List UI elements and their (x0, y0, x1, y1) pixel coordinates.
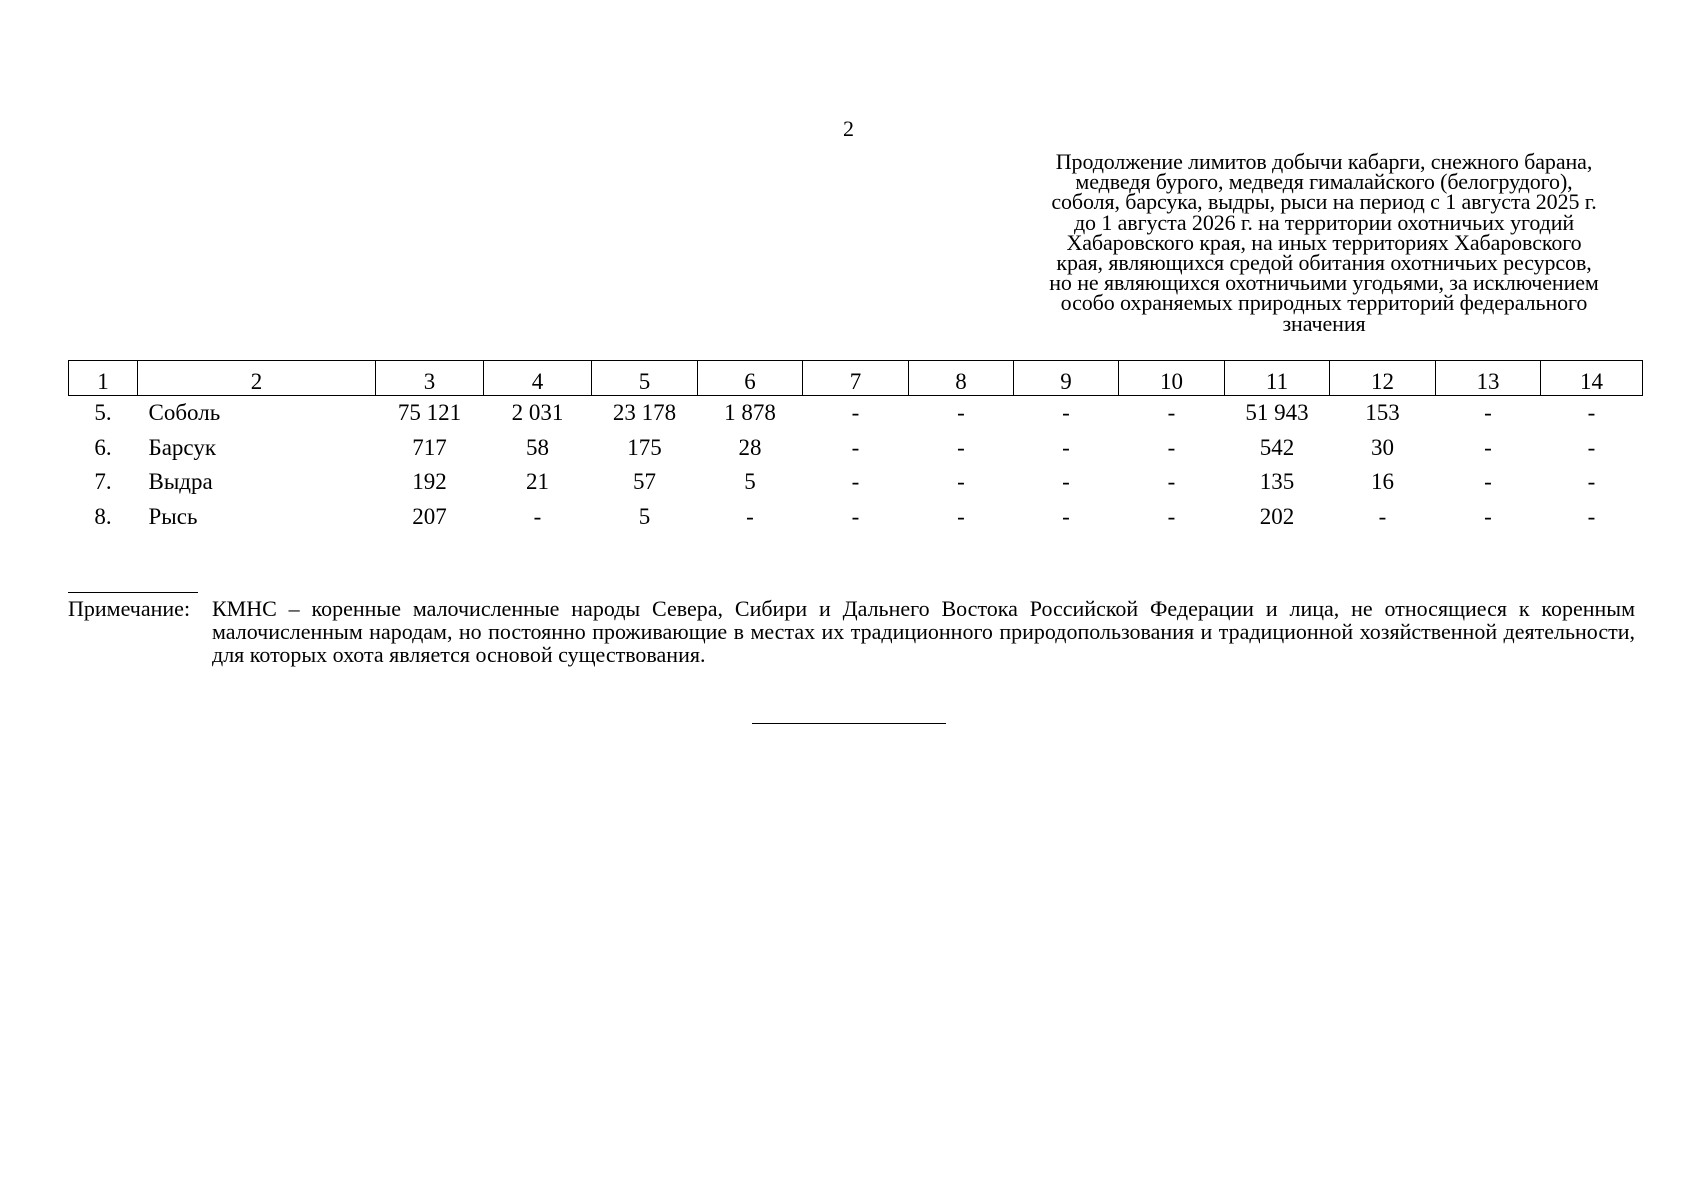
table-cell: - (851, 400, 860, 426)
table-cell: - (1587, 400, 1596, 426)
table-cell: - (1378, 504, 1387, 530)
table-cell: 135 (1259, 469, 1295, 495)
species-name: Выдра (148, 469, 213, 495)
column-header: 3 (376, 361, 484, 396)
table-cell: - (1167, 469, 1176, 495)
footnote (68, 597, 1635, 666)
table-cell: 207 (412, 504, 447, 530)
table-cell: - (1587, 504, 1596, 530)
row-number: 6. (94, 434, 112, 460)
table-cell: 58 (526, 434, 549, 460)
table-row (69, 500, 1643, 535)
heading-line: до 1 августа 2026 г. на территории охотничьих угодий (1073, 209, 1575, 235)
table-cell: 153 (1365, 400, 1400, 426)
table-cell: 175 (627, 434, 662, 460)
table-row (69, 431, 1643, 466)
species-name: Рысь (148, 504, 198, 530)
column-header: 12 (1330, 361, 1436, 396)
table-cell: - (1062, 504, 1070, 530)
table-cell: - (851, 469, 860, 495)
heading-line: но не являющихся охотничьими угодьями, за исключением (1049, 270, 1599, 296)
table-cell: 717 (412, 434, 447, 460)
column-header: 2 (138, 361, 376, 396)
table-cell: - (1167, 400, 1176, 426)
heading-line: значения (1282, 310, 1366, 336)
table-row (69, 465, 1643, 500)
table-cell: 192 (412, 469, 447, 495)
table-cell: 51 943 (1245, 400, 1309, 426)
table-row (69, 396, 1643, 431)
table-cell: - (851, 504, 860, 530)
column-header: 6 (698, 361, 803, 396)
table-cell: - (1062, 434, 1070, 460)
species-name: Соболь (148, 400, 221, 426)
heading-line: соболя, барсука, выдры, рыси на период с 1 августа 2025 г. (1051, 189, 1597, 215)
table-cell: - (1062, 469, 1070, 495)
document-heading (1013, 149, 1635, 336)
species-name: Барсук (148, 434, 216, 460)
table-cell: - (1484, 504, 1492, 530)
table-cell: 23 178 (612, 400, 677, 426)
table-cell: - (1484, 400, 1492, 426)
table-cell: - (957, 469, 965, 495)
table-cell: - (957, 504, 965, 530)
table-cell: - (746, 504, 754, 530)
column-header: 14 (1541, 361, 1643, 396)
column-header: 4 (484, 361, 592, 396)
note-text: КМНС – коренные малочисленные народы Севера, Сибири и Дальнего Востока Российской Федерации и лица, не относящиеся к коренным малочисленным народам, но постоянно проживающие в местах их традиционного природопользования и традиционной хозяйственной деятельности, для которых охота является основой существования. (212, 596, 1635, 667)
table-cell: - (957, 400, 965, 426)
column-number-row (69, 361, 1643, 396)
column-header: 1 (69, 361, 138, 396)
table-cell: 57 (633, 469, 656, 495)
heading-line: медведя бурого, медведя гималайского (белогрудого), (1075, 169, 1573, 195)
table-cell: 202 (1259, 504, 1295, 530)
table-cell: - (1484, 469, 1492, 495)
table-cell: 542 (1259, 434, 1295, 460)
table-cell: 16 (1371, 469, 1394, 495)
row-number: 8. (94, 504, 112, 530)
heading-line: особо охраняемых природных территорий федерального (1060, 290, 1588, 316)
column-header: 11 (1225, 361, 1330, 396)
table-cell: 5 (638, 504, 651, 530)
page-number: 2 (843, 116, 854, 141)
heading-line: Продолжение лимитов добычи кабарги, снежного барана, (1055, 149, 1593, 174)
limits-table (68, 360, 1643, 534)
table-cell: 75 121 (397, 400, 462, 426)
note-label: Примечание: (68, 596, 191, 621)
column-header: 5 (592, 361, 698, 396)
row-number: 7. (94, 469, 112, 495)
table-cell: 2 031 (511, 400, 564, 426)
table-cell: - (851, 434, 860, 460)
column-header: 10 (1119, 361, 1225, 396)
table-cell: - (1587, 434, 1596, 460)
column-header: 13 (1436, 361, 1541, 396)
table-cell: 5 (744, 469, 756, 495)
table-cell: - (957, 434, 965, 460)
table-cell: - (1167, 434, 1176, 460)
column-header: 7 (803, 361, 909, 396)
table-cell: - (533, 504, 542, 530)
end-of-document-divider (752, 723, 946, 724)
footnote-divider (68, 592, 198, 593)
table-cell: - (1062, 400, 1070, 426)
heading-line: Хабаровского края, на иных территориях Хабаровского (1066, 229, 1582, 255)
row-number: 5. (94, 400, 112, 426)
column-header: 9 (1014, 361, 1119, 396)
table-cell: - (1484, 434, 1492, 460)
table-cell: 21 (526, 469, 549, 495)
column-header: 8 (909, 361, 1014, 396)
table-cell: 30 (1371, 434, 1394, 460)
table-cell: - (1167, 504, 1176, 530)
heading-line: края, являющихся средой обитания охотничьих ресурсов, (1056, 250, 1592, 276)
table-cell: - (1587, 469, 1596, 495)
table-cell: 1 878 (724, 400, 776, 426)
table-cell: 28 (738, 434, 762, 460)
